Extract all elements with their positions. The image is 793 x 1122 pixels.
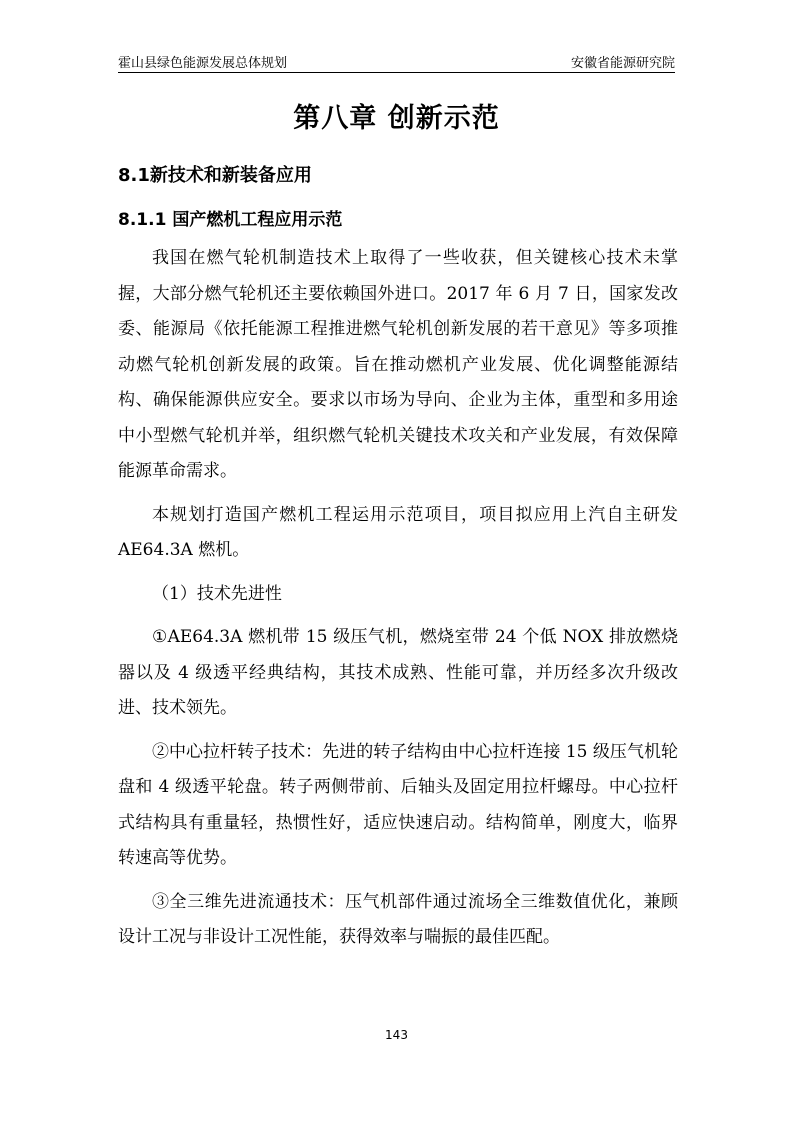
page-number: 143 xyxy=(385,1028,408,1042)
section-title: 8.1新技术和新装备应用 xyxy=(118,165,312,186)
paragraph-heading-advancement: （1）技术先进性 xyxy=(152,583,282,604)
paragraph-plan: 本规划打造国产燃机工程运用示范项目，项目拟应用上汽自主研发 AE64.3A 燃机。 xyxy=(118,504,678,560)
page-header xyxy=(118,50,675,73)
subsection-title: 8.1.1 国产燃机工程应用示范 xyxy=(118,210,343,230)
header-organization: 安徽省能源研究院 xyxy=(570,56,675,71)
header-document-title: 霍山县绿色能源发展总体规划 xyxy=(118,56,288,71)
paragraph-item-2: ②中心拉杆转子技术：先进的转子结构由中心拉杆连接 15 级压气机轮盘和 4 级透平轮盘。转子两侧带前、后轴头及固定用拉杆螺母。中心拉杆式结构具有重量轻，热惯性好，适应快速启动。结构简单，刚度大，临界转速高等优势。 xyxy=(118,741,678,868)
paragraph-intro: 我国在燃气轮机制造技术上取得了一些收获，但关键核心技术未掌握，大部分燃气轮机还主要依赖国外进口。2017 年 6 月 7 日，国家发改委、能源局《依托能源工程推进燃气轮机创新发展的若干意见》等多项推动燃气轮机创新发展的政策。旨在推动燃机产业发展、优化调整能源结构、确保能源供应安全。要求以市场为导向、企业为主体，重型和多用途中小型燃气轮机并举，组织燃气轮机关键技术攻关和产业发展，有效保障能源革命需求。 xyxy=(118,248,678,481)
body-text xyxy=(118,241,678,956)
paragraph-item-1: ①AE64.3A 燃机带 15 级压气机，燃烧室带 24 个低 NOX 排放燃烧器以及 4 级透平经典结构，其技术成熟、性能可靠，并历经多次升级改进、技术领先。 xyxy=(118,627,678,718)
paragraph-item-3: ③全三维先进流通技术：压气机部件通过流场全三维数值优化，兼顾设计工况与非设计工况性能，获得效率与喘振的最佳匹配。 xyxy=(118,891,678,947)
chapter-title: 第八章 创新示范 xyxy=(293,103,500,134)
